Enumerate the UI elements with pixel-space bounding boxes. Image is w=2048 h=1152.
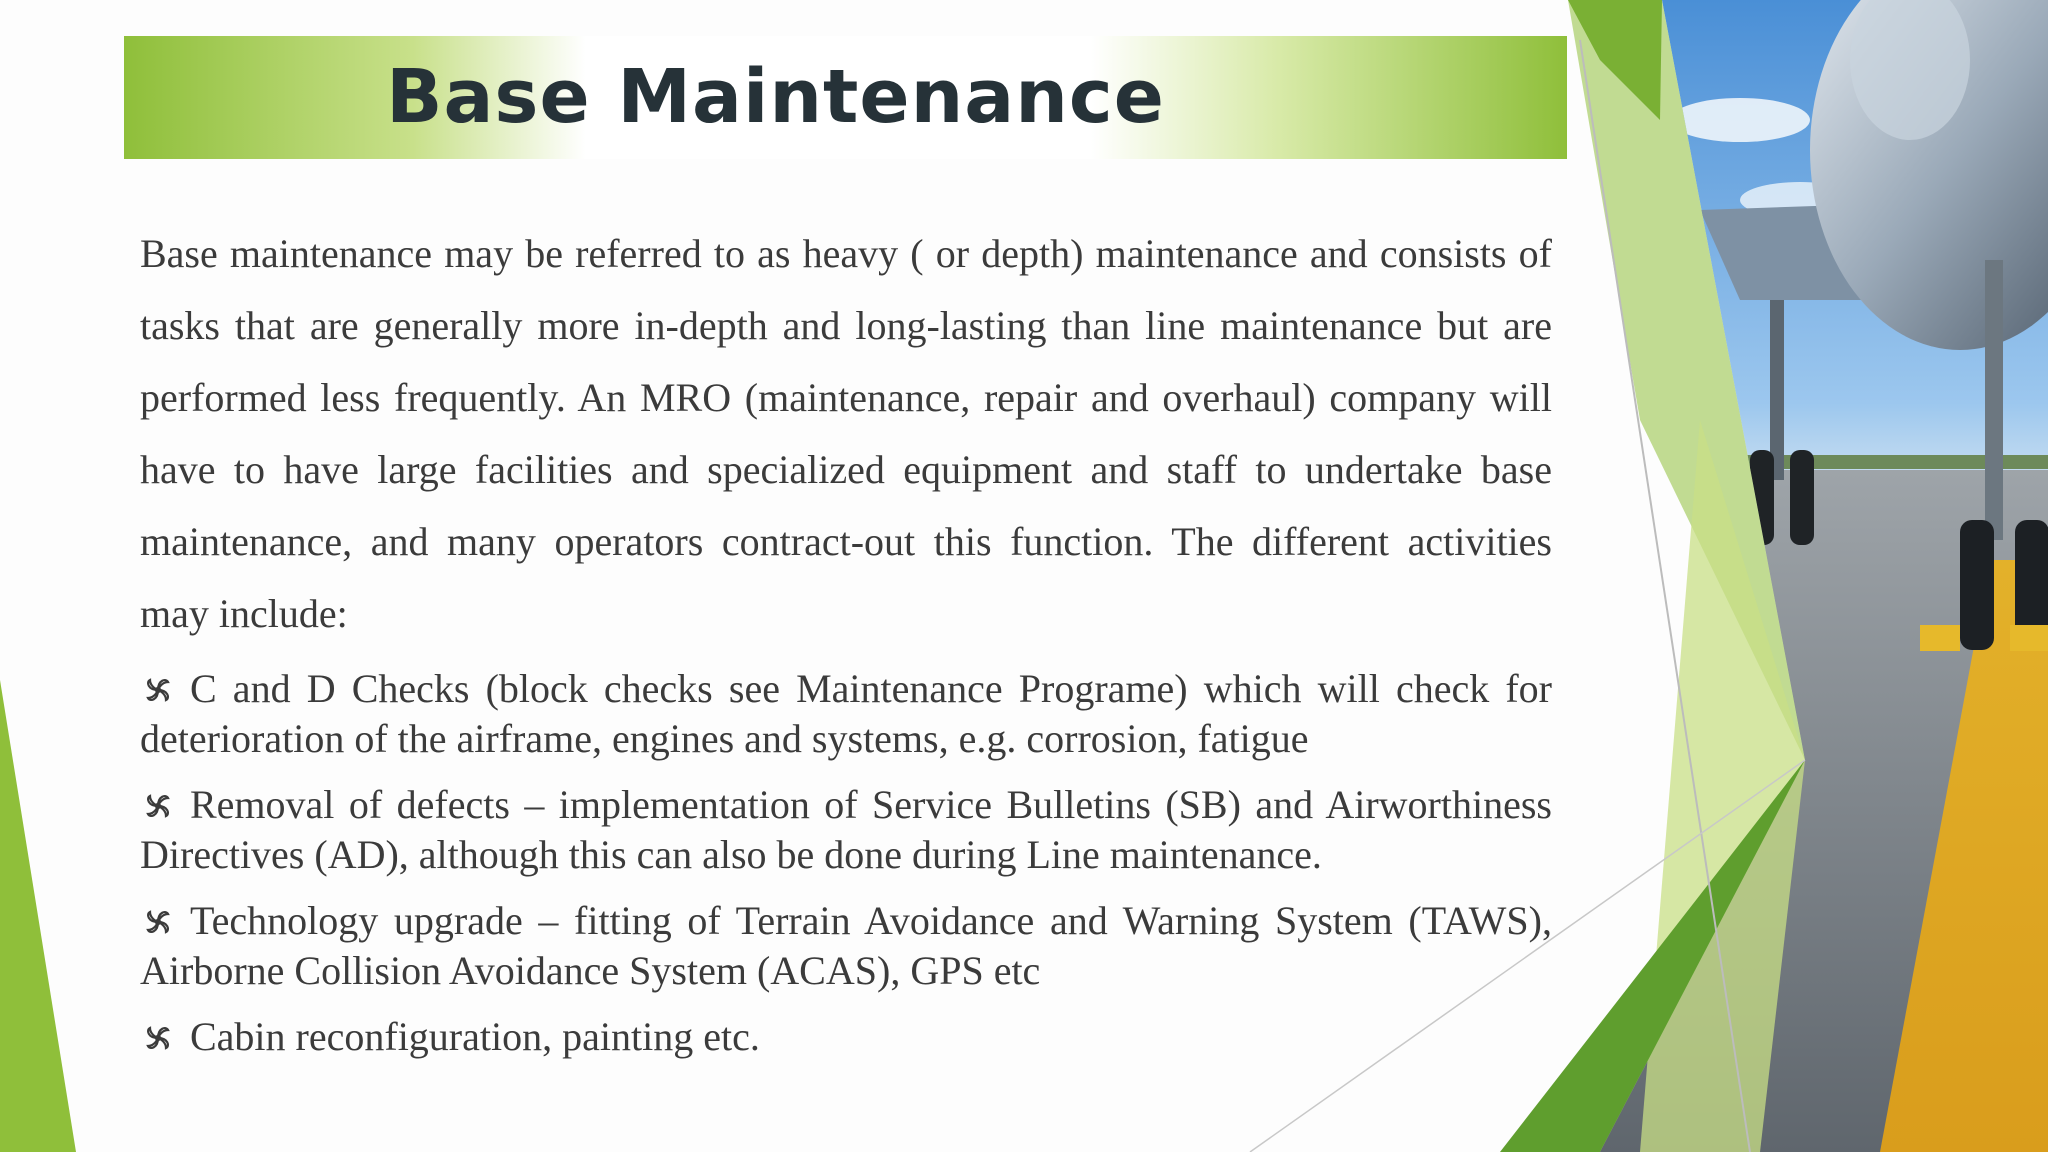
pinwheel-icon bbox=[140, 904, 176, 940]
pinwheel-icon bbox=[140, 672, 176, 708]
list-item bbox=[140, 664, 1552, 764]
page-title: Base Maintenance bbox=[386, 54, 1165, 140]
slide-content bbox=[140, 218, 1552, 1078]
bullet-text: Technology upgrade – fitting of Terrain Avoidance and Warning System (TAWS), Airborne Collision Avoidance System (ACAS), GPS etc bbox=[140, 898, 1552, 993]
bullet-text: C and D Checks (block checks see Maintenance Programe) which will check for deterioration of the airframe, engines and systems, e.g. corrosion, fatigue bbox=[140, 666, 1552, 761]
pinwheel-icon bbox=[140, 1020, 176, 1056]
pinwheel-icon bbox=[140, 788, 176, 824]
bullet-list bbox=[140, 664, 1552, 1062]
list-item bbox=[140, 896, 1552, 996]
list-item bbox=[140, 1012, 1552, 1062]
bullet-text: Cabin reconfiguration, painting etc. bbox=[190, 1014, 760, 1059]
intro-paragraph: Base maintenance may be referred to as heavy ( or depth) maintenance and consists of tasks that are generally more in-depth and long-lasting than line maintenance but are performed less frequently. An MRO (maintenance, repair and overhaul) company will have to have large facilities and specialized equipment and staff to undertake base maintenance, and many operators contract-out this function. The different activities may include: bbox=[140, 231, 1552, 636]
bullet-text: Removal of defects – implementation of Service Bulletins (SB) and Airworthiness Directives (AD), although this can also be done during Line maintenance. bbox=[140, 782, 1552, 877]
list-item bbox=[140, 780, 1552, 880]
